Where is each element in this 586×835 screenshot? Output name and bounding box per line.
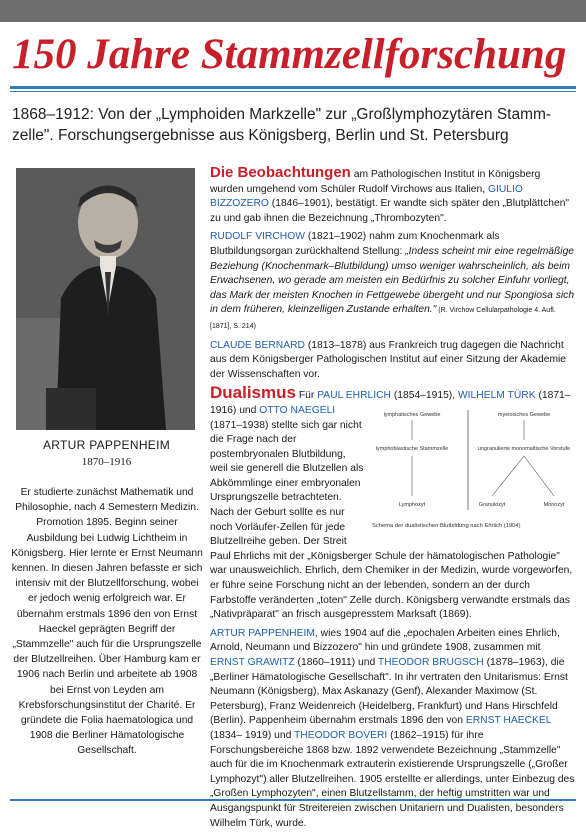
dg-left-mid: lymphoblastische Stammzelle [375, 445, 449, 452]
text: (1860–1911) und [294, 657, 378, 668]
dg-right-mid: ungranulierte monomaltische Vorstufe [477, 445, 571, 452]
text: (1846–1901), bestätigt. Er wandte sich später den „Blutplättchen" zu und gab ihnen die Bezeichnung „Thrombozyten". [210, 198, 570, 224]
title-rule [10, 86, 576, 89]
portrait-name: ARTUR PAPPENHEIM [42, 438, 171, 452]
top-bar [0, 0, 586, 22]
text: (1871–1916) und [210, 390, 571, 416]
bottom-rule [10, 799, 576, 801]
heading-dualism: Dualismus [210, 383, 296, 403]
name-virchow: RUDOLF VIRCHOW [210, 231, 305, 243]
text: (1871–1938) stellte sich gar nicht die Frage nach der postembryonalen Blutbildung, weil sie generell die Blutzellen als Abkömmlinge einer embryonalen Ursprungszelle betrachteten. Nach der Geburt sollte es nur noch Vorläufer-Zellen für jede Blutzellreihe geben. Der Streit Paul Ehrlichs mit der „Königsberger Schule der hämatologischen Pathologie" war unausweichlich. Ehrlich, dem Chemiker in der Medizin, wurde vorgeworfen, er führe seine Forschung nicht an der lebenden, sondern an der durch Farbstoffe veränderten „toten" Zelle durch. Königsberg verwandte erstmals das „Nativpräparat" an frisch ausgepresstem Marksaft (1869). [210, 419, 573, 621]
text: (1878–1963), die „Berliner Hämatologische Gesellschaft". In ihr vertraten den Unitarismus: Ernst Neumann (Königsberg), Max Askanazy (Genf), Alexander Maximow (St. Petersburg), Franz Weidenreich (Heidelberg, Frankfurt) und Hans Hirschfeld (Berlin). Pappenheim übernahm erstmals 1896 den von [210, 657, 568, 727]
section-bernard [210, 339, 576, 383]
name-naegeli: OTTO NAEGELI [259, 404, 336, 416]
portrait-silhouette-icon [16, 168, 195, 430]
name-haeckel: ERNST HAECKEL [465, 715, 552, 727]
name-bizzozero: GIULIO BIZZOZERO [210, 183, 523, 210]
section-dualism [210, 383, 576, 623]
name-brugsch: THEODOR BRUGSCH [377, 657, 484, 668]
name-bernard: CLAUDE BERNARD [210, 339, 305, 351]
dg-right-top: myeloisches Gewebe [497, 411, 551, 418]
quote-virchow: „Indess scheint mir eine regelmäßige Beziehung (Knochenmark–Blutbildung) umso weniger wahrscheinlich, als beim Erwachsenen, wo gerade am meisten ein Bedürfnis zu solcher Einfuhr vorliegt, das Mark der meisten Knochen in Fettgewebe übergeht und nur Spongiosa sich in dem früheren, kleinzelligen Zustande erhalten." [210, 245, 575, 316]
text: Für [295, 390, 318, 402]
text: (1834– 1919) und [210, 729, 294, 741]
dg-granulozyt: Granulozyt [478, 501, 506, 508]
text: (1862–1915) für ihre Forschungsbereiche 1868 bzw. 1892 verwendete Bezeichnung „Stammzelle" auch für die im Knochenmark extrauterin existierende Ursprungszelle („Großer Lymphozyt") aller Blutzellreihen. 1905 erstellte er allerdings, unter Einbezug des „Großen Lymphozyten", einen Blutzellstamm, der heftig umstritten war und Ausgangspunkt für Streitereien zwischen Unitariern und Dualisten, besonders Wilhelm Türk, wurde. [210, 729, 575, 829]
text: (1821–1902) nahm zum Knochenmark als Blutbildungsorgan zurückhaltend Stellung: [210, 231, 500, 257]
portrait-photo [16, 168, 195, 430]
subtitle: 1868–1912: Von der „Lymphoiden Markzelle" zur „Großlymphozytären Stamm-zelle". Forschungsergebnisse aus Königsberg, Berlin und St. Petersburg [12, 106, 552, 144]
dg-lymphozyt: Lymphozyt [398, 501, 426, 508]
title-rule-thin [10, 91, 576, 92]
name-turk: WILHELM TÜRK [457, 390, 536, 402]
section-observations [210, 166, 576, 226]
lineage-diagram [372, 406, 576, 532]
text: am Pathologischen Institut in Königsberg wurden umgehend vom Schüler Rudolf Virchows aus Italien, [210, 169, 541, 195]
portrait-years: 1870–1916 [81, 456, 132, 468]
portrait-bio: Er studierte zunächst Mathematik und Philosophie, nach 4 Semestern Medizin. Promotion 1895. Beginn seiner Ausbildung bei Ludwig Lichtheim in Königsberg. Hier lernte er Ernst Neumann kennen. In diesen Jahren befasste er sich intensiv mit der Blutzellforschung, wobei er jedoch wenig erfolgreich war. Er übernahm erstmals 1896 den von Ernst Haeckel geprägten Begriff der „Stammzelle" auch für die Ursprungszelle der Blutzellreihen. Über Hamburg kam er 1906 nach Berlin und arbeitete ab 1908 bei Ernst von Leyden am Krebsforschungsinstitut der Charité. Er gründete die Folia haematologica und 1908 die Berliner Hämatologische Gesellschaft. [11, 487, 203, 757]
name-boveri: THEODOR BOVERI [293, 729, 388, 741]
main-column [210, 166, 576, 835]
page-title: 150 Jahre Stammzellforschung [12, 31, 567, 78]
text: , wies 1904 auf die „epochalen Arbeiten eines Ehrlich, Arnold, Neumann und Bizzozero" hin und gründete 1908, zusammen mit [210, 627, 560, 654]
name-ehrlich: PAUL EHRLICH [317, 390, 391, 402]
heading-observations: Die Beobachtungen [210, 164, 351, 181]
section-virchow [210, 230, 576, 334]
text: (1813–1878) aus Frankreich trug dagegen die Nachricht aus dem Königsberger Pathologischen Institut auf einer Sitzung der Akademie der Wissenschaften vor. [210, 339, 567, 380]
dg-left-top: lymphatisches Gewebe [383, 411, 441, 418]
name-pappenheim: ARTUR PAPPENHEIM [210, 627, 315, 639]
diagram-caption: Schema der dualistischen Blutbildung nach Ehrlich (1904) [372, 522, 521, 529]
dg-monozyt: Monozyt [543, 501, 565, 508]
text: (1854–1915), [390, 390, 458, 402]
reference: (R. Virchow Cellularpathologie 4. Aufl. [1871], S. 214) [210, 307, 556, 330]
name-grawitz: ERNST GRAWITZ [210, 657, 295, 668]
